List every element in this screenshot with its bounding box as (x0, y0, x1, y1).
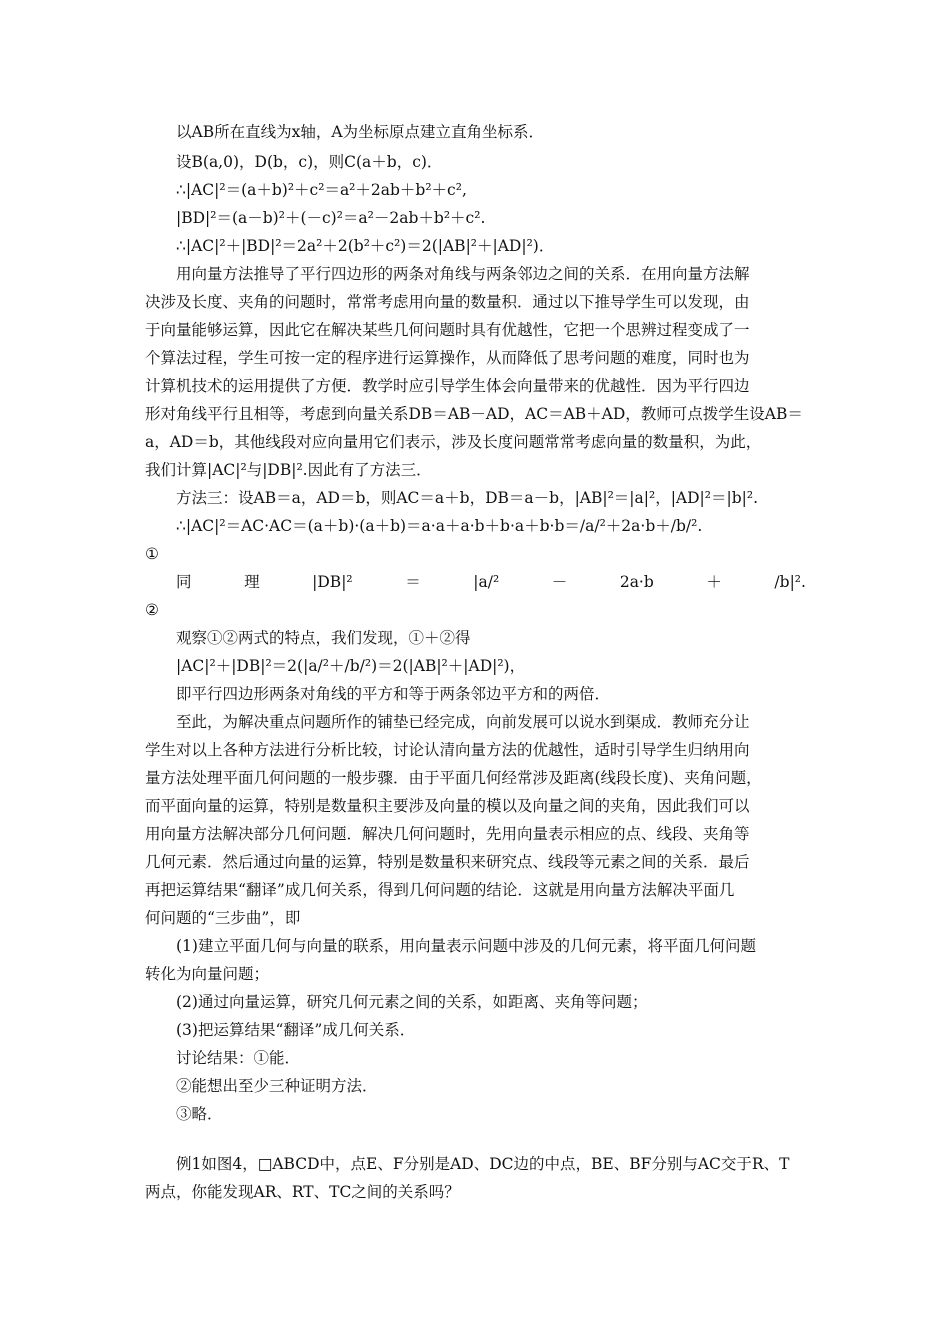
discussion-result: ②能想出至少三种证明方法． (176, 1077, 378, 1095)
equation-token: |a/² (473, 573, 500, 591)
paragraph-line: 量方法处理平面几何问题的一般步骤．由于平面几何经常涉及距离(线段长度)、夹角问题， (145, 769, 762, 787)
text-line: |BD|²＝(a－b)²＋(－c)²＝a²－2ab＋b²＋c². (176, 209, 486, 227)
discussion-result: ③略． (176, 1105, 223, 1123)
equation-token: |DB|² (312, 573, 353, 591)
paragraph-line: 几何元素．然后通过向量的运算，特别是数量积来研究点、线段等元素之间的关系．最后 (145, 853, 750, 871)
method-three-line: 方法三：设AB＝a，AD＝b，则AC＝a＋b，DB＝a－b，|AB|²＝|a|²，|AD|²＝|b|². (176, 489, 758, 507)
paragraph-line: 决涉及长度、夹角的问题时，常常考虑用向量的数量积．通过以下推导学生可以发现，由 (145, 293, 750, 311)
equation-sum: |AC|²＋|DB|²＝2(|a/²＋/b/²)＝2(|AB|²＋|AD|²)， (176, 657, 526, 675)
paragraph-line: 何问题的“三步曲”，即 (145, 909, 301, 927)
example-line: 两点，你能发现AR、RT、TC之间的关系吗？ (145, 1183, 460, 1201)
paragraph-line: 而平面向量的运算，特别是数量积主要涉及向量的模以及向量之间的夹角，因此我们可以 (145, 797, 750, 815)
step-item: (2)通过向量运算，研究几何元素之间的关系，如距离、夹角等问题； (176, 993, 648, 1011)
equation-marker-two: ② (145, 601, 159, 619)
step-item: (3)把运算结果“翻译”成几何关系． (176, 1021, 416, 1039)
text-line: 以AB所在直线为x轴，A为坐标原点建立直角坐标系． (176, 123, 545, 141)
text-line: 观察①②两式的特点，我们发现，①＋②得 (176, 629, 471, 647)
text-line: ∴|AC|²＋|BD|²＝2a²＋2(b²＋c²)＝2(|AB|²＋|AD|²)． (176, 237, 555, 255)
equation-two (176, 572, 806, 592)
paragraph-line: 用向量方法推导了平行四边形的两条对角线与两条邻边之间的关系．在用向量方法解 (176, 265, 750, 283)
equation-token: ＝ (405, 573, 421, 591)
step-item: 转化为向量问题； (145, 965, 270, 983)
equation-token: 理 (244, 573, 260, 591)
paragraph-line: 我们计算|AC|²与|DB|².因此有了方法三． (145, 461, 432, 479)
text-line: 设B(a,0)，D(b，c)，则C(a＋b，c)． (176, 153, 443, 171)
step-item: (1)建立平面几何与向量的联系，用向量表示问题中涉及的几何元素，将平面几何问题 (176, 937, 756, 955)
equation-one: ∴|AC|²＝AC·AC＝(a＋b)·(a＋b)＝a·a＋a·b＋b·a＋b·b＝/a/²＋2a·b＋/b/². (176, 517, 703, 535)
paragraph-line: 于向量能够运算，因此它在解决某些几何问题时具有优越性，它把一个思辨过程变成了一 (145, 321, 750, 339)
paragraph-line: 形对角线平行且相等，考虑到向量关系DB＝AB－AD，AC＝AB＋AD，教师可点拨学生设AB＝ (145, 405, 803, 423)
paragraph-line: 至此，为解决重点问题所作的铺垫已经完成，向前发展可以说水到渠成．教师充分让 (176, 713, 750, 731)
equation-token: 2a·b (619, 573, 654, 591)
paragraph-line: 再把运算结果“翻译”成几何关系，得到几何问题的结论．这就是用向量方法解决平面几 (145, 881, 735, 899)
paragraph-line: 计算机技术的运用提供了方便．教学时应引导学生体会向量带来的优越性．因为平行四边 (145, 377, 750, 395)
equation-token: － (551, 573, 568, 591)
equation-token: 同 (176, 573, 192, 591)
discussion-result: 讨论结果：①能． (176, 1049, 301, 1067)
text-line: 即平行四边形两条对角线的平方和等于两条邻边平方和的两倍． (176, 685, 611, 703)
paragraph-line: 学生对以上各种方法进行分析比较，讨论认清向量方法的优越性，适时引导学生归纳用向 (145, 741, 750, 759)
paragraph-line: 用向量方法解决部分几何问题．解决几何问题时，先用向量表示相应的点、线段、夹角等 (145, 825, 750, 843)
paragraph-line: a，AD＝b，其他线段对应向量用它们表示，涉及长度问题常常考虑向量的数量积，为此， (145, 433, 762, 451)
paragraph-line: 个算法过程，学生可按一定的程序进行运算操作，从而降低了思考问题的难度，同时也为 (145, 349, 750, 367)
equation-token: ＋ (706, 573, 722, 591)
text-line: ∴|AC|²＝(a＋b)²＋c²＝a²＋2ab＋b²＋c², (176, 181, 467, 199)
equation-token: /b|². (774, 573, 806, 591)
example-line: 例1如图4，□ABCD中，点E、F分别是AD、DC边的中点，BE、BF分别与AC交于R、T (176, 1155, 790, 1173)
equation-marker-one: ① (145, 545, 159, 563)
